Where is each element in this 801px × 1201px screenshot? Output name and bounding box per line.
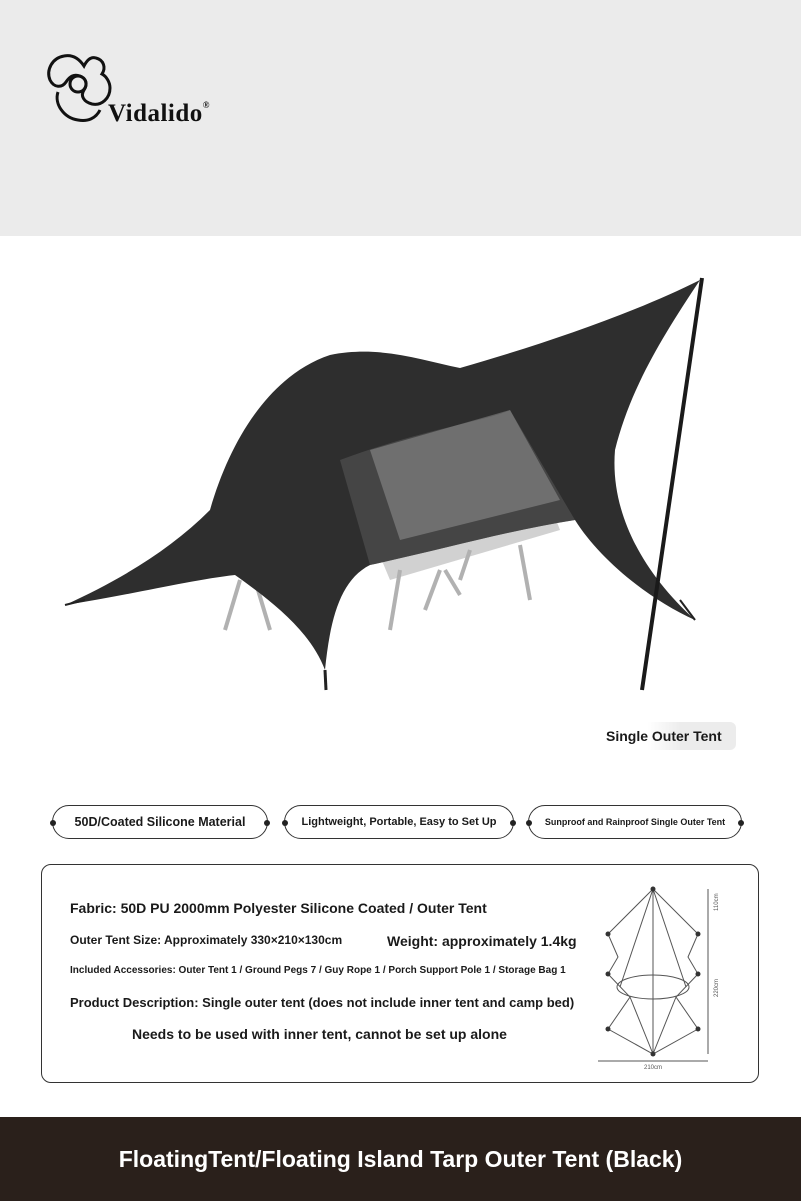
tent-caption: Single Outer Tent [600,722,736,750]
diagram-width-label: 210cm [644,1065,663,1069]
diagram-length-label: 220cm [714,978,720,997]
spec-size: Outer Tent Size: Approximately 330×210×130cm [70,933,343,947]
spec-description: Product Description: Single outer tent (does not include inner tent and camp bed) [70,995,575,1010]
bullet-dot [282,820,288,826]
bullet-dot [510,820,516,826]
bullet-dot [526,820,532,826]
diagram-height-label: 110cm [714,893,720,911]
bullet-dot [50,820,56,826]
spec-weight: Weight: approximately 1.4kg [387,933,577,949]
spec-box [41,864,759,1083]
feature-badge-weatherproof: Sunproof and Rainproof Single Outer Tent [528,805,742,839]
tent-dimension-diagram [590,879,750,1069]
spec-note: Needs to be used with inner tent, cannot be set up alone [132,1026,507,1042]
header-band [0,0,801,236]
product-title: FloatingTent/Floating Island Tarp Outer Tent (Black) [118,1146,683,1172]
footer-band [0,1117,801,1201]
feature-badge-material: 50D/Coated Silicone Material [52,805,268,839]
bullet-dot [264,820,270,826]
brand-logo [44,48,234,138]
spec-fabric: Fabric: 50D PU 2000mm Polyester Silicone Coated / Outer Tent [70,900,487,916]
brand-logo-icon [44,48,114,128]
spec-accessories: Included Accessories: Outer Tent 1 / Ground Pegs 7 / Guy Rope 1 / Porch Support Pole 1 / Storage Bag 1 [70,965,566,976]
feature-badge-portable: Lightweight, Portable, Easy to Set Up [284,805,514,839]
tent-photo [40,250,770,710]
brand-name: Vidalido® [108,100,211,127]
bullet-dot [738,820,744,826]
